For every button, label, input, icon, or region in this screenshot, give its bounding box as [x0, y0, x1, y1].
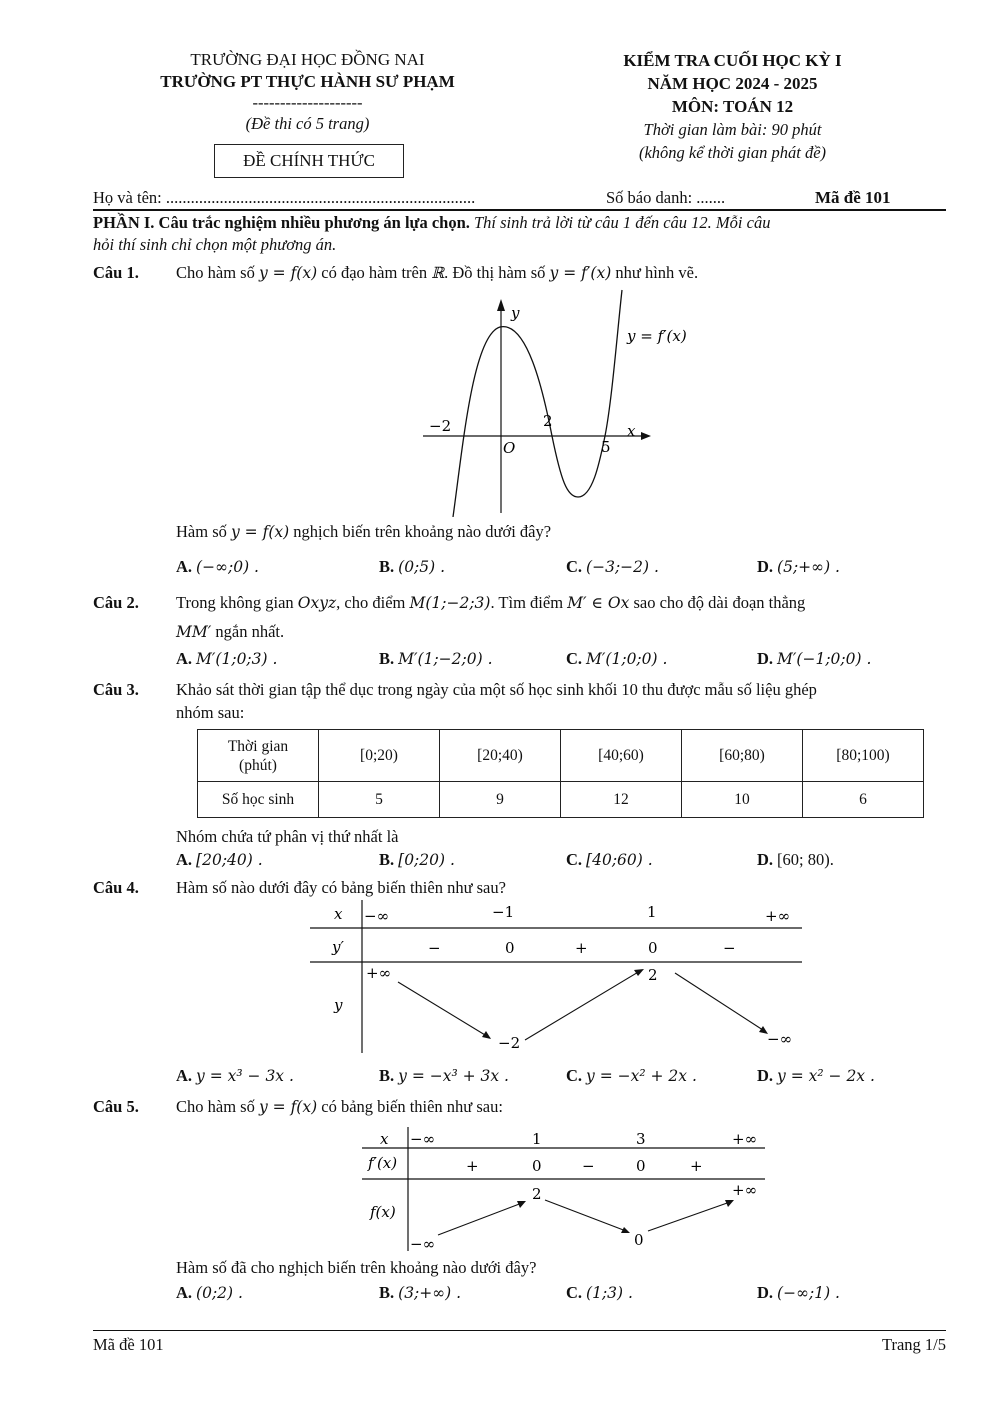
school-name: TRƯỜNG ĐẠI HỌC ĐỒNG NAI: [190, 50, 425, 69]
q4-option-c[interactable]: C. y = −x² + 2x .: [566, 1066, 697, 1085]
vt-f-value: 2: [532, 1185, 542, 1203]
vt-x-value: 1: [532, 1130, 542, 1148]
vt-f-value: 0: [634, 1231, 644, 1249]
table-cell: 12: [561, 782, 682, 818]
q3-option-a[interactable]: A. [20;40) .: [176, 850, 263, 869]
vt-arrow-down: [675, 973, 766, 1032]
school-year: NĂM HỌC 2024 - 2025: [647, 74, 818, 93]
q1-derivative-graph: [415, 285, 715, 517]
q2-option-b[interactable]: B. M′(1;−2;0) .: [379, 649, 493, 668]
vt-f-label: f(x): [370, 1203, 396, 1221]
part1-heading: [93, 212, 946, 234]
x-axis-label: x: [627, 422, 636, 440]
table-row: [198, 782, 924, 818]
table-cell: [0;20): [319, 730, 440, 782]
vt-sign: 0: [648, 939, 658, 957]
q4-text: Hàm số nào dưới đây có bảng biến thiên như sau?: [176, 878, 506, 897]
footer-exam-code: Mã đề 101: [93, 1335, 164, 1354]
vt-x-value: 1: [647, 903, 657, 921]
q4-option-a[interactable]: A. y = x³ − 3x .: [176, 1066, 294, 1085]
exam-title: KIỂM TRA CUỐI HỌC KỲ I: [623, 51, 842, 70]
vt-x-value: +∞: [732, 1130, 758, 1148]
table-row: [198, 730, 924, 782]
q5-option-d[interactable]: D. (−∞;1) .: [757, 1283, 840, 1302]
table-header-cell: Thời gian (phút): [198, 730, 319, 782]
vt-y-value: +∞: [366, 964, 392, 982]
y-axis-arrow: [497, 299, 505, 311]
q4-option-d[interactable]: D. y = x² − 2x .: [757, 1066, 875, 1085]
q2-text-2: MM′ ngắn nhất.: [176, 622, 285, 641]
official-badge: ĐỀ CHÍNH THỨC: [214, 144, 404, 178]
time-limit: Thời gian làm bài: 90 phút: [643, 120, 822, 139]
vt-sign: −: [428, 939, 441, 957]
q2-option-d[interactable]: D. M′(−1;0;0) .: [757, 649, 872, 668]
time-note: (không kể thời gian phát đề): [638, 143, 827, 162]
q2-label: Câu 2.: [93, 593, 139, 612]
header-rule: [93, 209, 946, 211]
q5-question: Hàm số đã cho nghịch biến trên khoảng nào dưới đây?: [176, 1258, 537, 1277]
vt-x-value: −1: [492, 903, 515, 921]
subject: MÔN: TOÁN 12: [671, 97, 794, 116]
q5-option-a[interactable]: A. (0;2) .: [176, 1283, 243, 1302]
curve-label: y = f′(x): [627, 327, 687, 345]
x-axis-arrow: [641, 432, 651, 440]
q3-option-c[interactable]: C. [40;60) .: [566, 850, 653, 869]
table-cell: [40;60): [561, 730, 682, 782]
derivative-curve: [453, 290, 622, 517]
q3-option-d[interactable]: D. [60; 80).: [757, 850, 834, 869]
vt-x-value: −∞: [410, 1130, 436, 1148]
vt-y-value: 2: [648, 966, 658, 984]
vt-x-value: −∞: [364, 907, 390, 925]
vt-x-value: 3: [636, 1130, 646, 1148]
vt-y-value: −∞: [767, 1030, 793, 1048]
origin-label: O: [503, 439, 516, 457]
vt-y-label: y: [334, 996, 343, 1014]
tick-2: 2: [543, 412, 553, 430]
q4-option-b[interactable]: B. y = −x³ + 3x .: [379, 1066, 509, 1085]
part1-instruction: Thí sinh trả lời từ câu 1 đến câu 12. Mỗi câu: [474, 213, 771, 232]
q1-option-d[interactable]: D. (5;+∞) .: [757, 557, 840, 576]
q2-option-a[interactable]: A. M′(1;0;3) .: [176, 649, 278, 668]
q5-option-b[interactable]: B. (3;+∞) .: [379, 1283, 462, 1302]
vt-sign: −: [582, 1157, 595, 1175]
tick-5: 5: [601, 438, 611, 456]
table-header-cell: Số học sinh: [198, 782, 319, 818]
q1-label: Câu 1.: [93, 263, 139, 282]
q1-option-c[interactable]: C. (−3;−2) .: [566, 557, 659, 576]
footer-rule: [93, 1330, 946, 1331]
table-cell: 5: [319, 782, 440, 818]
q1-option-b[interactable]: B. (0;5) .: [379, 557, 446, 576]
vt-x-value: +∞: [765, 907, 791, 925]
vt-sign: 0: [636, 1157, 646, 1175]
q1-question: Hàm số y = f(x) nghịch biến trên khoảng nào dưới đây?: [176, 522, 552, 541]
q2-option-c[interactable]: C. M′(1;0;0) .: [566, 649, 668, 668]
tick-neg2: −2: [429, 417, 452, 435]
part1-instruction-2: hỏi thí sinh chỉ chọn một phương án.: [93, 235, 337, 254]
vt-x-label: x: [334, 905, 343, 923]
part1-title: PHẦN I. Câu trắc nghiệm nhiều phương án lựa chọn.: [93, 213, 470, 232]
q4-label: Câu 4.: [93, 878, 139, 897]
vt-sign: −: [723, 939, 736, 957]
q3-text: Khảo sát thời gian tập thể dục trong ngày của một số học sinh khối 10 thu được mẫu số liệu ghép: [176, 680, 817, 699]
exam-code: Mã đề 101: [815, 188, 891, 207]
footer-page-number: Trang 1/5: [881, 1335, 946, 1354]
header-dashes: --------------------: [252, 93, 363, 112]
vt-f-value: +∞: [732, 1181, 758, 1199]
vt-fprime-label: f′(x): [368, 1154, 398, 1172]
vt-sign: 0: [505, 939, 515, 957]
vt-sign: 0: [532, 1157, 542, 1175]
table-cell: 10: [682, 782, 803, 818]
vt-arrow-up: [648, 1202, 730, 1231]
q5-variation-table: [362, 1125, 767, 1253]
vt-sign: +: [466, 1157, 479, 1175]
q5-text: Cho hàm số y = f(x) có bảng biến thiên như sau:: [176, 1097, 503, 1116]
y-axis-label: y: [511, 304, 520, 322]
vt-sign: +: [690, 1157, 703, 1175]
q1-text: Cho hàm số y = f(x) có đạo hàm trên ℝ. Đồ thị hàm số y = f′(x) như hình vẽ.: [176, 263, 699, 282]
q5-option-c[interactable]: C. (1;3) .: [566, 1283, 633, 1302]
vt-f-value: −∞: [410, 1235, 436, 1253]
q2-text: Trong không gian Oxyz, cho điểm M(1;−2;3). Tìm điểm M′ ∈ Ox sao cho độ dài đoạn thẳng: [176, 593, 806, 612]
frequency-table: [197, 729, 924, 818]
page-count-note: (Đề thi có 5 trang): [245, 114, 370, 133]
vt-yprime-label: y′: [332, 938, 344, 956]
student-id-field: Số báo danh: .......: [606, 188, 726, 207]
header-right: [580, 49, 885, 164]
vt-arrow-down: [398, 982, 490, 1038]
vt-x-label: x: [380, 1130, 389, 1148]
vt-sign: +: [575, 939, 588, 957]
q3-option-b[interactable]: B. [0;20) .: [379, 850, 455, 869]
header-left: [120, 49, 495, 135]
table-cell: [20;40): [440, 730, 561, 782]
name-field: Họ và tên: ...........................................................................: [93, 188, 476, 207]
q5-label: Câu 5.: [93, 1097, 139, 1116]
table-cell: 6: [803, 782, 924, 818]
vt-arrow-down: [545, 1200, 626, 1231]
vt-arrow-up: [525, 971, 640, 1040]
vt-y-value: −2: [498, 1034, 521, 1052]
q1-option-a[interactable]: A. (−∞;0) .: [176, 557, 259, 576]
table-cell: 9: [440, 782, 561, 818]
vt-arrow-up: [438, 1203, 522, 1235]
q3-text-2: nhóm sau:: [176, 703, 245, 722]
table-cell: [80;100): [803, 730, 924, 782]
q4-variation-table: [310, 898, 805, 1058]
q3-label: Câu 3.: [93, 680, 139, 699]
sub-school-name: TRƯỜNG PT THỰC HÀNH SƯ PHẠM: [160, 72, 455, 91]
q3-question: Nhóm chứa tứ phân vị thứ nhất là: [176, 827, 399, 846]
table-cell: [60;80): [682, 730, 803, 782]
